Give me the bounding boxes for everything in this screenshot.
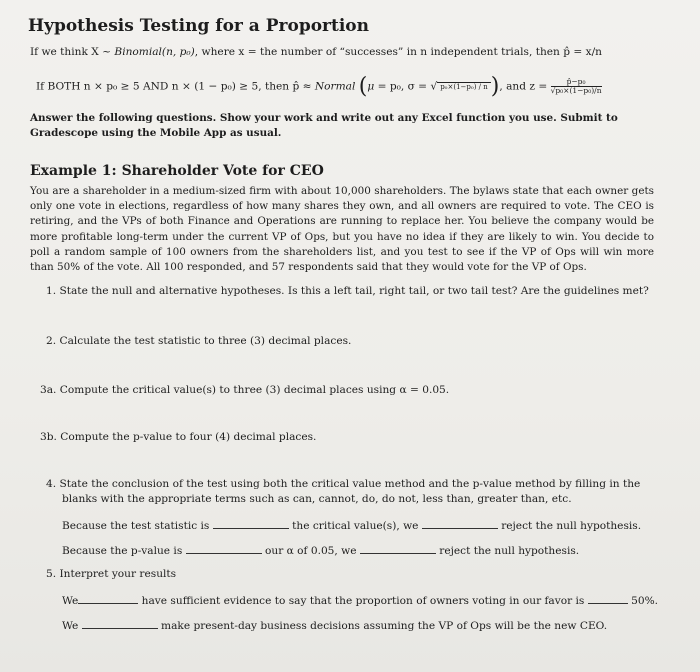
cv-blank-1[interactable]: [213, 518, 289, 529]
q5-blank-2[interactable]: [588, 593, 628, 604]
p-value-sentence: [62, 543, 579, 557]
sqrt-symbol: √: [430, 80, 438, 93]
open-paren: (: [358, 74, 368, 99]
q5-l1-a: We: [62, 595, 79, 607]
z-fraction: [551, 78, 602, 95]
example-heading: Example 1: Shareholder Vote for CEO: [30, 163, 324, 179]
question-3a: 3a. Compute the critical value(s) to three (3) decimal places using α = 0.05.: [40, 384, 450, 396]
q5-blank-3[interactable]: [82, 618, 158, 629]
pv-blank-1[interactable]: [186, 543, 262, 554]
z-denominator: √p₀×(1−p₀)/n: [550, 86, 602, 95]
intro-binomial: Binomial(n, p₀): [114, 46, 195, 58]
close-paren: ): [490, 74, 500, 99]
q5-l1-c: 50%.: [631, 595, 659, 607]
q5-blank-1[interactable]: [78, 593, 138, 604]
intro-and: , and z: [499, 80, 535, 93]
question-2: 2. Calculate the test statistic to three (3) decimal places.: [46, 335, 352, 347]
intro-line-2-a: If BOTH n × p₀ ≥ 5 AND n × (1 − p₀) ≥ 5, then p̂ ≈: [36, 80, 315, 93]
sigma-sqrt: p₀×(1−p₀) / n: [437, 82, 491, 91]
intro-eq: =: [414, 80, 431, 93]
q5-l2-b: make present-day business decisions assuming the VP of Ops will be the new CEO.: [161, 620, 608, 632]
intro-line-1: [30, 46, 602, 58]
pv-blank-2[interactable]: [360, 543, 436, 554]
question-4-line-2: blanks with the appropriate terms such as can, cannot, do, do not, less than, greater than, etc.: [62, 493, 572, 505]
question-5: 5. Interpret your results: [46, 568, 177, 580]
intro-line-2: If BOTH n × p₀ ≥ 5 AND n × (1 − p₀) ≥ 5, then p̂ ≈ Normal (μ = p₀, σ = √ p₀×(1−p₀) / n ), and z = $\frac{\text{p̂−p₀}}{\text{√p₀×(1−p₀)/n}}$: [36, 74, 602, 99]
intro-line-1-a: If we think X ~: [30, 46, 115, 58]
example-paragraph: You are a shareholder in a medium-sized firm with about 10,000 shareholders. The bylaws state that each owner gets only one vote in elections, regardless of how many shares they own, and all owners are required to vote. The CEO is retiring, and the VPs of both Finance and Operations are running to replace her. You believe the company would be more profitable long-term under the current VP of Ops, but you have no idea if they are likely to win. You decide to poll a random sample of 100 owners from the shareholders list, and you test to see if the VP of Ops will win more than 50% of the vote. All 100 responded, and 57 respondents said that they would vote for the VP of Ops.: [30, 185, 654, 274]
intro-mu: μ: [367, 80, 375, 93]
critical-value-sentence: [62, 518, 641, 532]
intro-line-1-c: , where x = the number of “successes” in n independent trials, then p̂ = x/n: [194, 46, 602, 58]
cv-text-b: the critical value(s), we: [292, 520, 419, 532]
q5-l2-a: We: [62, 620, 79, 632]
interpret-sentence-1: [62, 593, 658, 607]
cv-blank-2[interactable]: [422, 518, 498, 529]
question-4-line-1: 4. State the conclusion of the test using both the critical value method and the p-value method by filling in the: [46, 478, 641, 490]
instructions: Answer the following questions. Show your work and write out any Excel function you use. Submit to Gradescope using the Mobile App as usual.: [30, 112, 618, 140]
q5-l1-b: have sufficient evidence to say that the proportion of owners voting in our favor is: [141, 595, 585, 607]
cv-text-c: reject the null hypothesis.: [501, 520, 642, 532]
pv-text-b: our α of 0.05, we: [265, 545, 357, 557]
intro-mid: = p₀, σ: [374, 80, 415, 93]
interpret-sentence-2: [62, 618, 607, 632]
intro-normal: Normal: [314, 80, 356, 93]
pv-text-c: reject the null hypothesis.: [439, 545, 580, 557]
z-numerator: p̂−p₀: [551, 78, 602, 87]
pv-text-a: Because the p-value is: [62, 545, 183, 557]
question-3b: 3b. Compute the p-value to four (4) decimal places.: [40, 431, 317, 443]
page-title: Hypothesis Testing for a Proportion: [28, 16, 370, 36]
question-1: 1. State the null and alternative hypotheses. Is this a left tail, right tail, or two tail test? Are the guidelines met?: [46, 285, 649, 297]
cv-text-a: Because the test statistic is: [62, 520, 210, 532]
